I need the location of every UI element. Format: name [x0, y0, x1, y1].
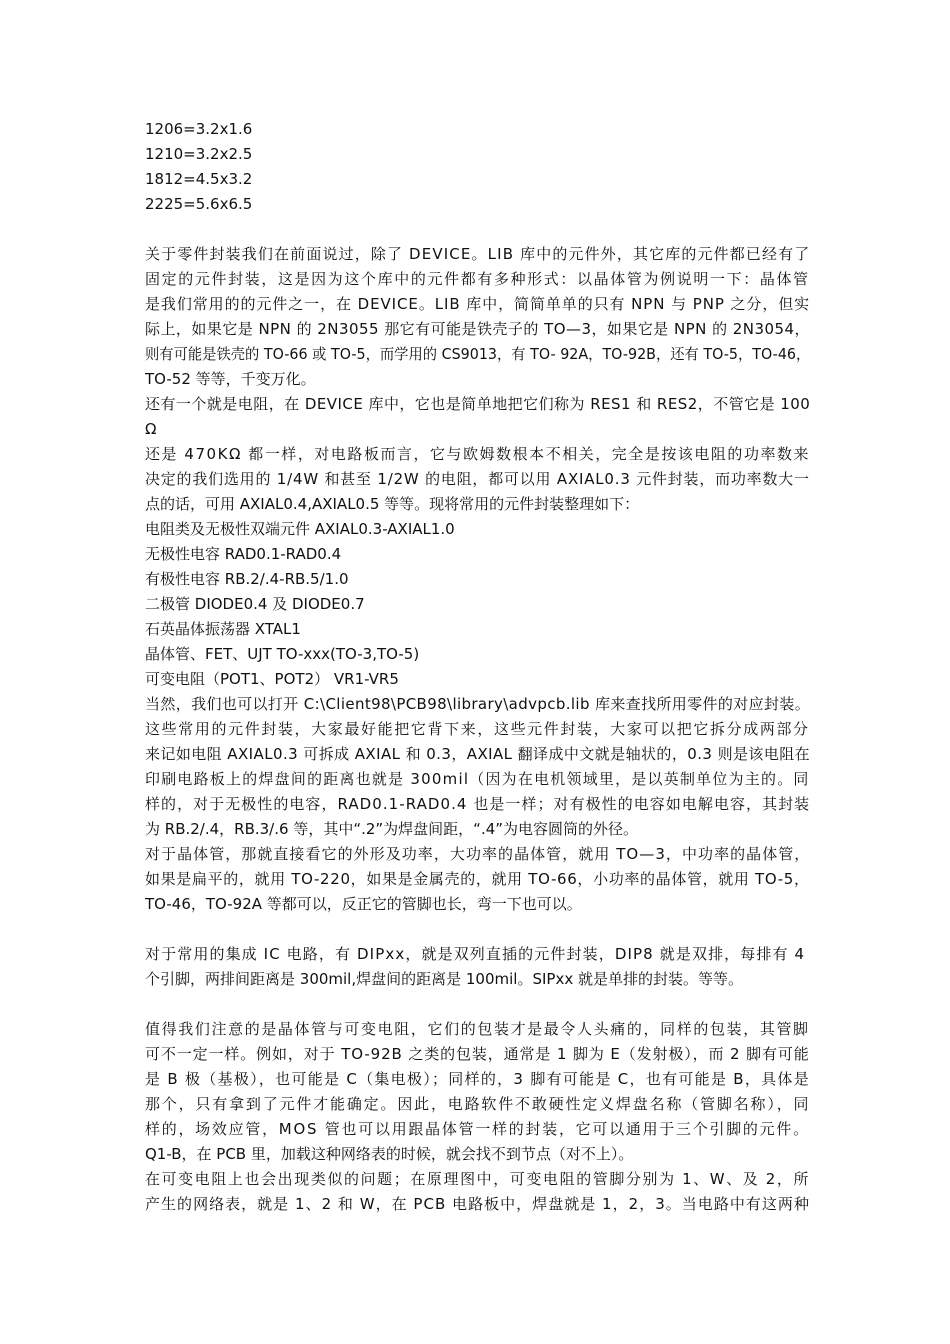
- size-line: 1206=3.2x1.6: [145, 120, 253, 138]
- text-line: 际上，如果它是 NPN 的 2N3055 那它有可能是铁壳子的 TO—3，如果它是 NPN 的 2N3054，: [145, 320, 810, 338]
- size-line: 1812=4.5x3.2: [145, 170, 253, 188]
- paragraph-pin-mapping: [145, 1017, 810, 1167]
- package-item: 电阻类及无极性双端元件 AXIAL0.3-AXIAL1.0: [145, 520, 455, 538]
- text-line: 关于零件封装我们在前面说过，除了 DEVICE。LIB 库中的元件外，其它库的元件都已经有了: [145, 245, 810, 263]
- package-list: [145, 517, 810, 692]
- text-line: 在可变电阻上也会出现类似的问题；在原理图中，可变电阻的管脚分别为 1、W、及 2，所: [145, 1170, 810, 1188]
- text-line: TO-46，TO-92A 等都可以，反正它的管脚也长，弯一下也可以。: [145, 895, 582, 913]
- package-item: 有极性电容 RB.2/.4-RB.5/1.0: [145, 570, 349, 588]
- blank-line: [145, 217, 810, 242]
- package-item: 晶体管、FET、UJT TO-xxx(TO-3,TO-5): [145, 645, 420, 663]
- paragraph-library: [145, 692, 810, 842]
- text-line: 是 B 极（基极），也可能是 C（集电极）；同样的，3 脚有可能是 C，也有可能是 B，具体是: [145, 1070, 810, 1088]
- text-line: 为 RB.2/.4，RB.3/.6 等，其中“.2”为焊盘间距，“.4”为电容圆筒的外径。: [145, 820, 639, 838]
- text-line: 可不一定一样。例如，对于 TO-92B 之类的包装，通常是 1 脚为 E（发射极），而 2 脚有可能: [145, 1045, 810, 1063]
- text-line: 决定的我们选用的 1/4W 和甚至 1/2W 的电阻，都可以用 AXIAL0.3 元件封装，而功率数大一: [145, 470, 810, 488]
- text-line: 样的，场效应管，MOS 管也可以用跟晶体管一样的封装，它可以通用于三个引脚的元件。: [145, 1120, 810, 1138]
- package-item: 无极性电容 RAD0.1-RAD0.4: [145, 545, 342, 563]
- text-line: 来记如电阻 AXIAL0.3 可拆成 AXIAL 和 0.3，AXIAL 翻译成中文就是轴状的，0.3 则是该电阻在: [145, 745, 810, 763]
- text-line: Ω: [145, 420, 157, 438]
- text-line: 则有可能是铁壳的 TO-66 或 TO-5，而学用的 CS9013，有 TO- 92A，TO-92B，还有 TO-5，TO-46，: [145, 345, 810, 363]
- blank-line: [145, 992, 810, 1017]
- text-line: 是我们常用的的元件之一，在 DEVICE。LIB 库中，简简单单的只有 NPN 与 PNP 之分，但实: [145, 295, 810, 313]
- text-line: TO-52 等等，千变万化。: [145, 370, 316, 388]
- text-line: 当然，我们也可以打开 C:\Client98\PCB98\library\advpcb.lib 库来查找所用零件的对应封装。: [145, 695, 810, 713]
- size-line: 2225=5.6x6.5: [145, 195, 253, 213]
- paragraph-variable-resistor: [145, 1167, 810, 1217]
- text-line: 值得我们注意的是晶体管与可变电阻，它们的包装才是最令人头痛的，同样的包装，其管脚: [145, 1020, 810, 1038]
- text-line: 固定的元件封装，这是因为这个库中的元件都有多种形式：以晶体管为例说明一下：晶体管: [145, 270, 810, 288]
- text-line: 这些常用的元件封装，大家最好能把它背下来，这些元件封装，大家可以把它拆分成两部分: [145, 720, 810, 738]
- text-line: Q1-B，在 PCB 里，加载这种网络表的时候，就会找不到节点（对不上）。: [145, 1145, 634, 1163]
- paragraph-component-packages: [145, 242, 810, 392]
- text-line: 个引脚，两排间距离是 300mil,焊盘间的距离是 100mil。SIPxx 就是单排的封装。等等。: [145, 970, 743, 988]
- paragraph-resistor: [145, 392, 810, 517]
- package-item: 可变电阻（POT1、POT2） VR1-VR5: [145, 670, 399, 688]
- text-line: 样的，对于无极性的电容，RAD0.1-RAD0.4 也是一样；对有极性的电容如电解电容，其封装: [145, 795, 810, 813]
- text-line: 产生的网络表，就是 1、2 和 W，在 PCB 电路板中，焊盘就是 1，2，3。当电路中有这两种: [145, 1195, 810, 1213]
- text-line: 那个，只有拿到了元件才能确定。因此，电路软件不敢硬性定义焊盘名称（管脚名称），同: [145, 1095, 810, 1113]
- size-line: 1210=3.2x2.5: [145, 145, 253, 163]
- size-list: [145, 117, 810, 217]
- text-line: 印刷电路板上的焊盘间的距离也就是 300mil（因为在电机领域里，是以英制单位为主的。同: [145, 770, 810, 788]
- paragraph-transistor: [145, 842, 810, 917]
- package-item: 石英晶体振荡器 XTAL1: [145, 620, 301, 638]
- text-line: 还有一个就是电阻，在 DEVICE 库中，它也是简单地把它们称为 RES1 和 RES2，不管它是 100: [145, 395, 810, 413]
- document-page: [145, 117, 810, 1217]
- blank-line: [145, 917, 810, 942]
- paragraph-ic: [145, 942, 810, 992]
- package-item: 二极管 DIODE0.4 及 DIODE0.7: [145, 595, 365, 613]
- text-line: 对于晶体管，那就直接看它的外形及功率，大功率的晶体管，就用 TO—3，中功率的晶体管，: [145, 845, 810, 863]
- text-line: 对于常用的集成 IC 电路，有 DIPxx，就是双列直插的元件封装，DIP8 就是双排，每排有 4: [145, 945, 806, 963]
- text-line: 如果是扁平的，就用 TO-220，如果是金属壳的，就用 TO-66，小功率的晶体管，就用 TO-5，: [145, 870, 810, 888]
- text-line: 点的话，可用 AXIAL0.4,AXIAL0.5 等等。现将常用的元件封装整理如下：: [145, 495, 640, 513]
- text-line: 还是 470KΩ 都一样，对电路板而言，它与欧姆数根本不相关，完全是按该电阻的功率数来: [145, 445, 810, 463]
